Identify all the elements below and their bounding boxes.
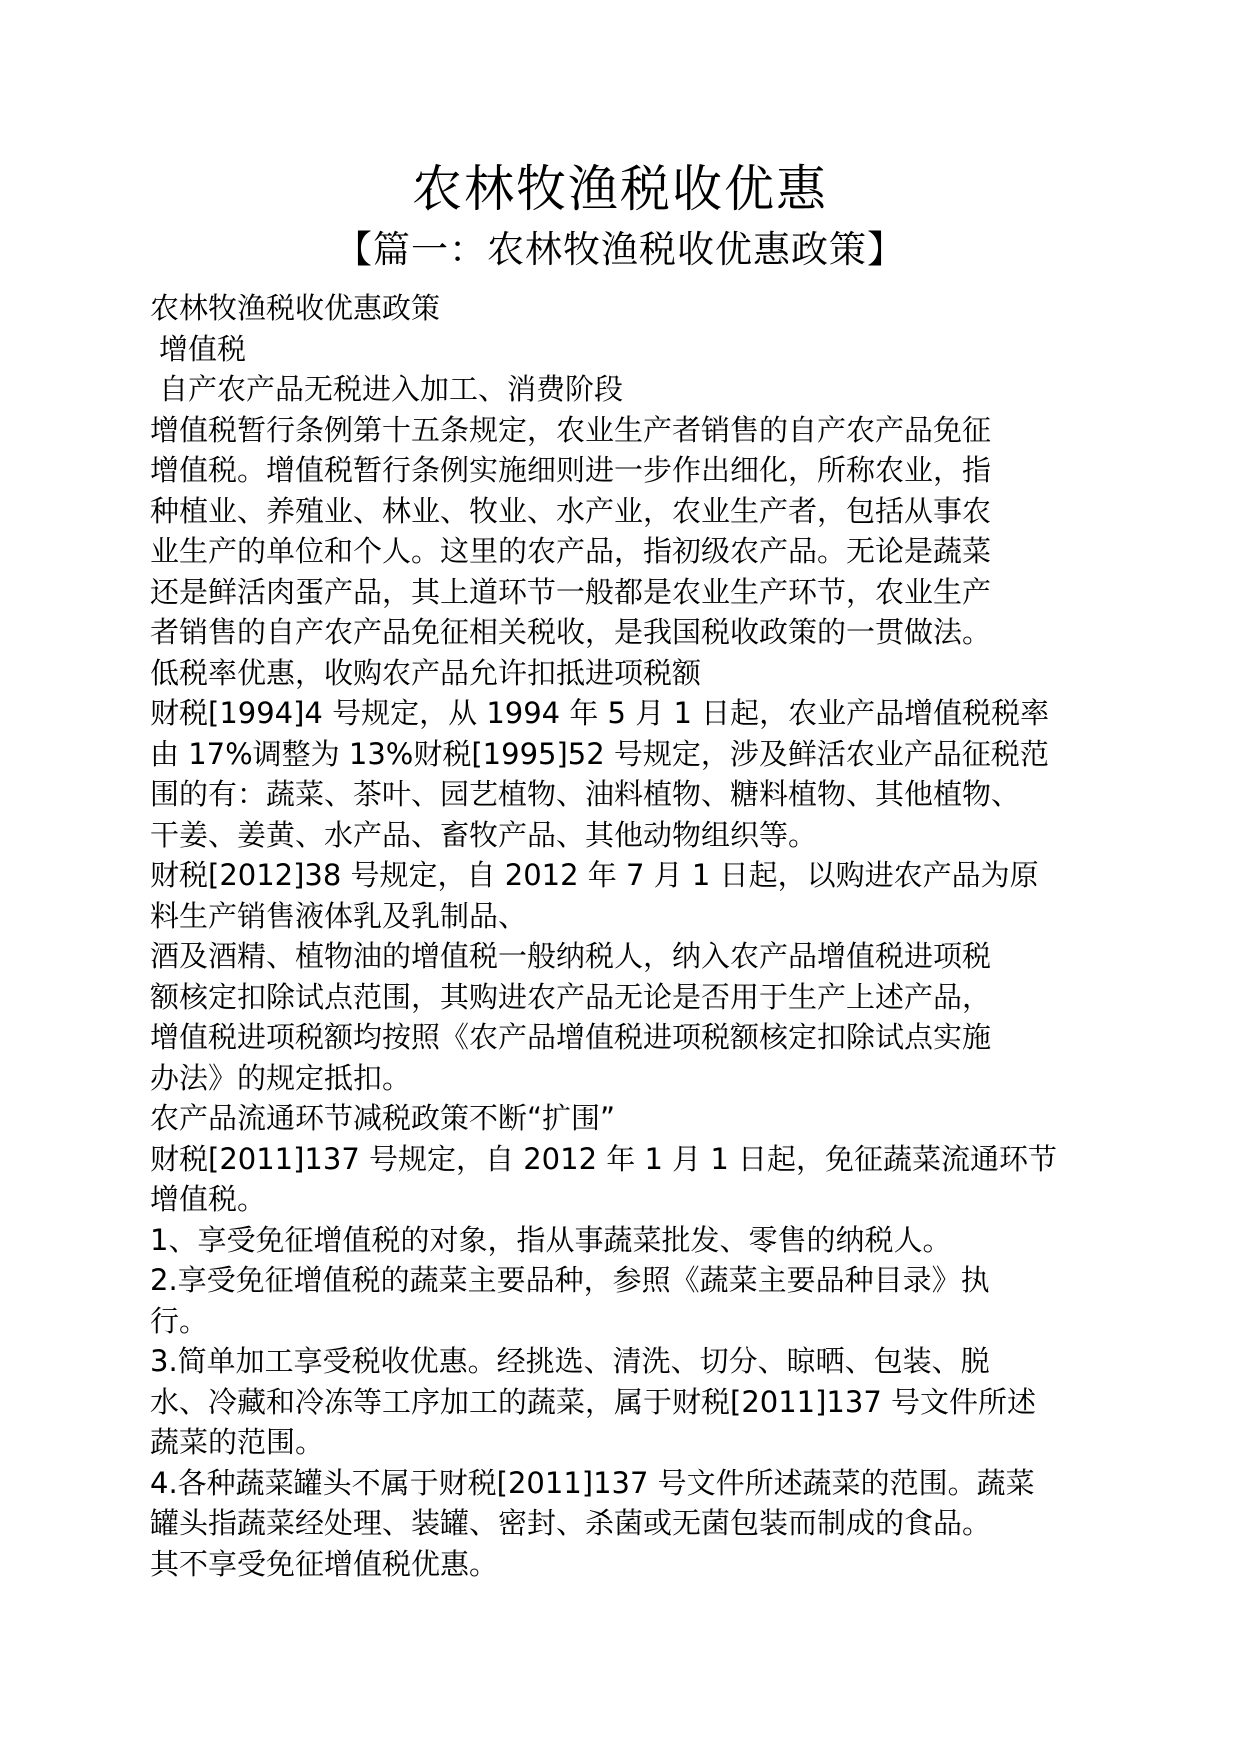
section-heading: 自产农产品无税进入加工、消费阶段 [159,372,624,406]
paragraph-line: 办法》的规定抵扣。 [150,1060,412,1095]
section-heading: 农产品流通环节减税政策不断“扩围” [150,1101,616,1135]
paragraph-line: 财税[1994]4 号规定，从 1994 年 5 月 1 日起，农业产品增值税税率 [150,696,1050,730]
paragraph-line: 酒及酒精、植物油的增值税一般纳税人，纳入农产品增值税进项税 [150,939,992,973]
paragraph-line: 业生产的单位和个人。这里的农产品，指初级农产品。无论是蔬菜 [150,534,992,568]
list-item: 蔬菜的范围。 [150,1425,325,1459]
paragraph-line: 还是鲜活肉蛋产品，其上道环节一般都是农业生产环节，农业生产 [150,574,992,609]
paragraph-line: 由 17%调整为 13%财税[1995]52 号规定，涉及鲜活农业产品征税范 [150,736,1049,771]
list-item: 3.简单加工享受税收优惠。经挑选、清洗、切分、晾晒、包装、脱 [150,1344,990,1378]
list-item: 4.各种蔬菜罐头不属于财税[2011]137 号文件所述蔬菜的范围。蔬菜 [150,1465,1035,1500]
section-heading: 低税率优惠，收购农产品允许扣抵进项税额 [150,655,702,690]
paragraph-line: 财税[2011]137 号规定，自 2012 年 1 月 1 日起，免征蔬菜流通环节 [150,1141,1058,1176]
paragraph-line: 增值税进项税额均按照《农产品增值税进项税额核定扣除试点实施 [150,1020,992,1054]
section-heading: 农林牧渔税收优惠政策 [150,291,441,325]
list-item: 1、享受免征增值税的对象，指从事蔬菜批发、零售的纳税人。 [150,1222,952,1257]
list-item: 行。 [150,1303,209,1338]
list-item: 水、冷藏和冷冻等工序加工的蔬菜，属于财税[2011]137 号文件所述 [150,1384,1037,1419]
document-body [150,288,1090,1584]
list-item: 罐头指蔬菜经处理、装罐、密封、杀菌或无菌包装而制成的食品。 [150,1506,992,1540]
paragraph-line: 额核定扣除试点范围，其购进农产品无论是否用于生产上述产品， [150,979,992,1014]
paragraph-line: 干姜、姜黄、水产品、畜牧产品、其他动物组织等。 [150,817,818,852]
list-item: 其不享受免征增值税优惠。 [150,1546,499,1581]
list-item: 2.享受免征增值税的蔬菜主要品种，参照《蔬菜主要品种目录》执 [150,1263,990,1297]
document-title: 农林牧渔税收优惠 [412,160,828,218]
paragraph-line: 者销售的自产农产品免征相关税收，是我国税收政策的一贯做法。 [150,615,992,649]
paragraph-line: 种植业、养殖业、林业、牧业、水产业，农业生产者，包括从事农 [150,493,992,528]
document-subtitle: 【篇一：农林牧渔税收优惠政策】 [335,228,905,271]
paragraph-line: 料生产销售液体乳及乳制品、 [150,898,528,933]
paragraph-line: 增值税暂行条例第十五条规定，农业生产者销售的自产农产品免征 [150,412,992,447]
section-heading: 增值税 [159,331,247,366]
paragraph-line: 增值税。 [150,1182,267,1216]
paragraph-line: 围的有：蔬菜、茶叶、园艺植物、油料植物、糖料植物、其他植物、 [150,777,1021,811]
paragraph-line: 财税[2012]38 号规定，自 2012 年 7 月 1 日起，以购进农产品为原 [150,858,1039,892]
paragraph-line: 增值税。增值税暂行条例实施细则进一步作出细化，所称农业，指 [150,453,992,487]
